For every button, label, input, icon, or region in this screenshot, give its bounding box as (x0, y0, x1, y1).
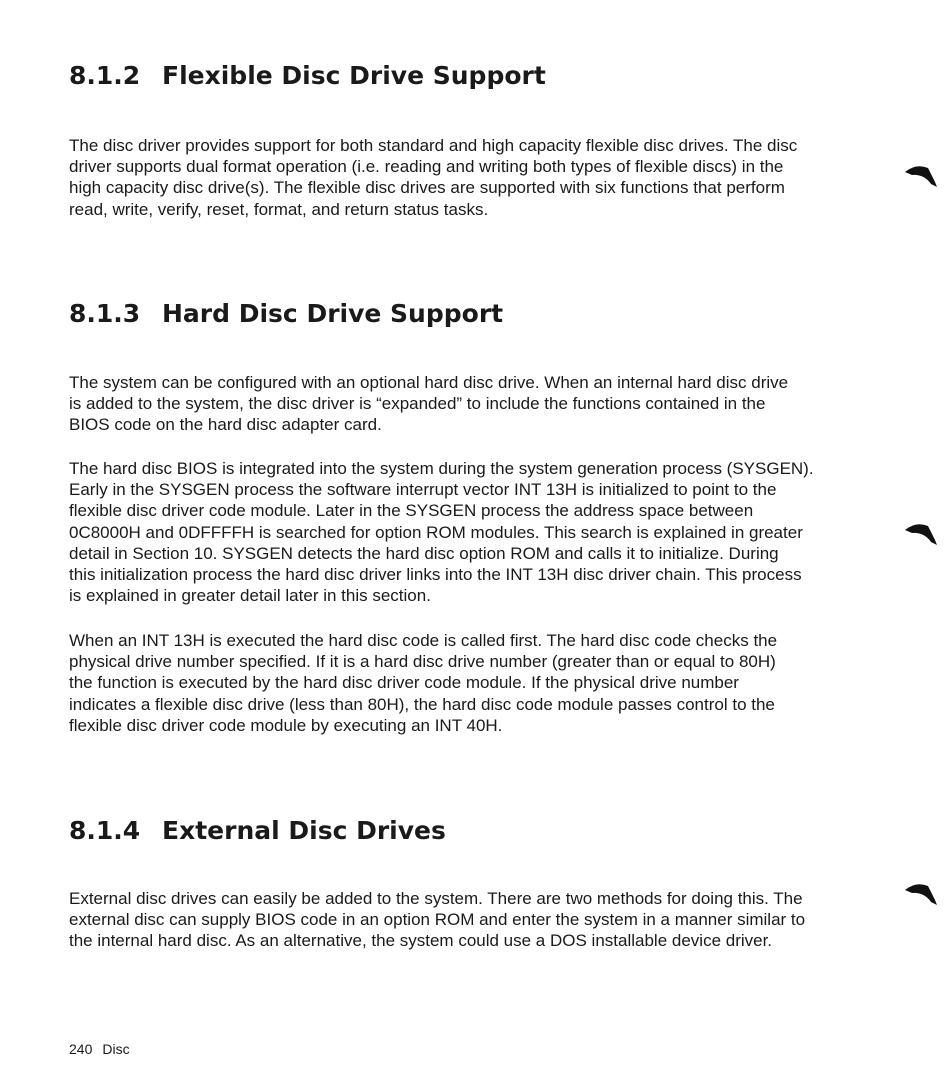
section-8-1-2-body (69, 135, 869, 220)
page-number: 240 (69, 1041, 93, 1057)
text-line: detail in Section 10. SYSGEN detects the hard disc option ROM and calls it to initialize. During (69, 543, 779, 563)
section-heading (69, 299, 869, 329)
text-line: External disc drives can easily be added to the system. There are two methods for doing this. The (69, 889, 803, 908)
binder-tab-mark-icon (904, 162, 938, 188)
section-8-1-4-body (69, 888, 869, 952)
paragraph (69, 458, 869, 606)
section-number: 8.1.4 (69, 816, 141, 845)
text-line: The hard disc BIOS is integrated into the system during the system generation process (SYSGEN). (69, 459, 814, 478)
paragraph (69, 372, 869, 436)
text-line: When an INT 13H is executed the hard disc code is called first. The hard disc code checks the (69, 631, 778, 650)
text-line: is added to the system, the disc driver is “expanded” to include the functions contained in the (69, 394, 766, 414)
section-8-1-3-para-2 (69, 458, 869, 606)
section-title: Hard Disc Drive Support (162, 299, 504, 328)
text-line: 0C8000H and 0DFFFFH is searched for option ROM modules. This search is explained in greater (69, 522, 803, 542)
text-line: is explained in greater detail later in this section. (69, 586, 431, 606)
chapter-label: Disc (102, 1041, 130, 1057)
text-line: external disc can supply BIOS code in an option ROM and enter the system in a manner similar to (69, 910, 806, 930)
text-line: the internal hard disc. As an alternative, the system could use a DOS installable device driver. (69, 931, 773, 951)
paragraph (69, 135, 869, 220)
section-8-1-2 (69, 61, 869, 91)
binder-tab-mark-icon (904, 880, 938, 906)
page-footer (69, 1040, 130, 1058)
text-line: flexible disc driver code module by executing an INT 40H. (69, 715, 503, 735)
section-title: Flexible Disc Drive Support (162, 61, 546, 90)
binder-tab-mark-icon (904, 520, 938, 546)
section-8-1-3-para-3 (69, 630, 869, 736)
text-line: physical drive number specified. If it is a hard disc drive number (greater than or equal to 80H) (69, 652, 776, 672)
text-line: high capacity disc drive(s). The flexible disc drives are supported with six functions that perform (69, 178, 785, 198)
section-heading (69, 816, 869, 846)
section-heading (69, 61, 869, 91)
section-number: 8.1.3 (69, 299, 141, 328)
section-8-1-3 (69, 299, 869, 329)
section-8-1-4 (69, 816, 869, 846)
text-line: driver supports dual format operation (i.e. reading and writing both types of flexible discs) in the (69, 157, 784, 177)
text-line: indicates a flexible disc drive (less than 80H), the hard disc code module passes control to the (69, 694, 775, 714)
paragraph (69, 630, 869, 736)
text-line: the function is executed by the hard disc driver code module. If the physical drive number (69, 673, 739, 693)
section-number: 8.1.2 (69, 61, 141, 90)
text-line: flexible disc driver code module. Later in the SYSGEN process the address space between (69, 501, 754, 521)
text-line: The disc driver provides support for both standard and high capacity flexible disc drives. The disc (69, 136, 798, 155)
text-line: The system can be configured with an optional hard disc drive. When an internal hard disc drive (69, 373, 789, 392)
text-line: BIOS code on the hard disc adapter card. (69, 415, 382, 435)
text-line: Early in the SYSGEN process the software interrupt vector INT 13H is initialized to point to the (69, 480, 777, 500)
text-line: read, write, verify, reset, format, and return status tasks. (69, 199, 489, 219)
text-line: this initialization process the hard disc driver links into the INT 13H disc driver chain. This process (69, 565, 802, 585)
paragraph (69, 888, 869, 952)
section-title: External Disc Drives (162, 816, 446, 845)
section-8-1-3-para-1 (69, 372, 869, 436)
